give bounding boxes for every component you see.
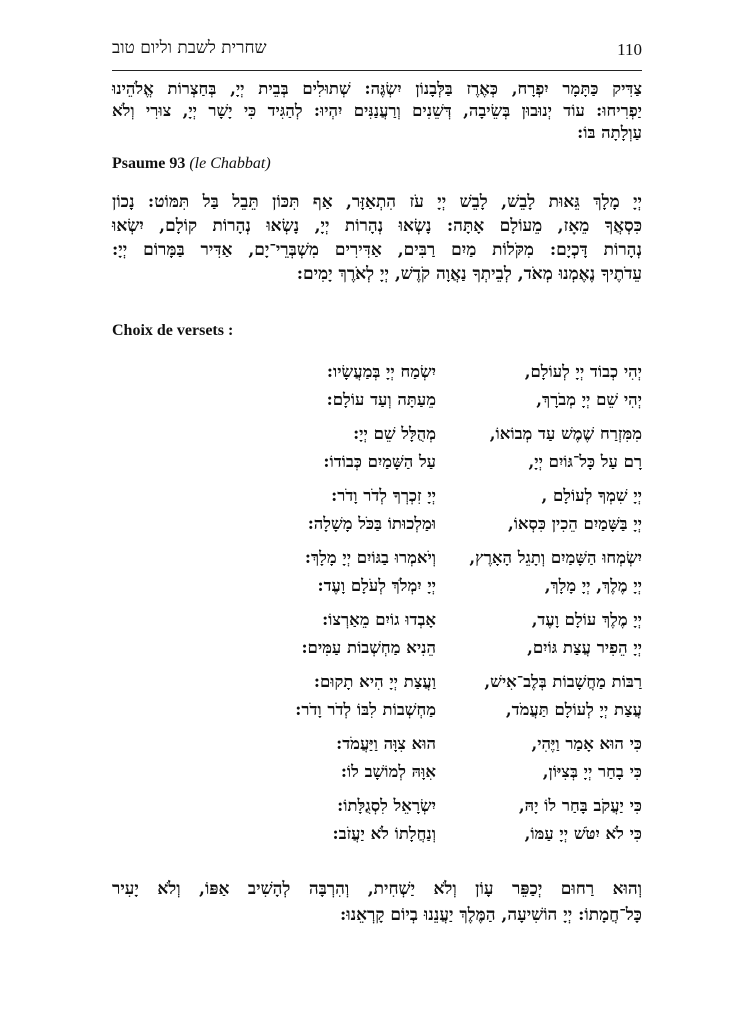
verse-right-line: יְיָ שִׁמְךָ לְעוֹלָם , [541,486,642,505]
psalm-line: עֵדֹתֶיךָ נֶאֶמְנוּ מְאֹד, לְבֵיתְךָ נַאֲוָה קֹדֶשׁ, יְיָ לְאֹרֶךְ יָמִים: [296,264,642,284]
verse-right-line: כִּי יַעֲקֹב בָּחַר לוֹ יָהּ, [518,796,642,815]
verse-left-line: מְהֻלָּל שֵׁם יְיָ: [353,424,436,443]
verse-left-line: יְיָ יִמְלֹךְ לְעֹלָם וָעֶד: [317,576,436,595]
psalm-line: נְהָרוֹת דָּכְיָם: מִקֹּלוֹת מַיִם רַבִּים, אַדִּירִים מִשְׁבְּרֵי־יָם, אַדִּיר בַּמָּרוֹם יְיָ: [112,240,642,260]
verse-left-line: יִשְׂמַח יְיָ בְּמַעֲשָׂיו: [326,362,436,381]
verse-right-line: יְהִי שֵׁם יְיָ מְבֹרָךְ, [536,390,642,409]
verse-left-line: עַל הַשָּׁמַיִם כְּבוֹדוֹ: [323,452,436,471]
closing-paragraph [112,876,642,928]
verse-right-line: יְהִי כְבוֹד יְיָ לְעוֹלָם, [524,362,642,381]
verse-pair [240,484,642,546]
intro-line: יַפְרִיחוּ: עוֹד יְנוּבוּן בְּשֵׂיבָה, דְּשֵׁנִים וְרַעֲנַנִּים יִהְיוּ: לְהַגִּיד כִּי יָשָׁר יְיָ, צוּרִי וְלֹא [112,101,642,120]
verse-pair [240,608,642,670]
verse-left-line: וּמַלְכוּתוֹ בַּכֹּל מָשָׁלָה: [307,514,436,533]
closing-line: כָּל־חֲמָתוֹ: יְיָ הוֹשִׁיעָה, הַמֶּלֶךְ יַעֲנֵנוּ בְיוֹם קָרְאֵנוּ: [339,905,642,925]
verse-left-line: יִשְׂרָאֵל לִסְגֻלָּתוֹ: [337,796,436,815]
verse-right-line: יִשְׂמְחוּ הַשָּׁמַיִם וְתָגֵל הָאָרֶץ, [469,548,642,567]
psalm-note: (le Chabbat) [189,155,271,172]
running-title: שחרית לשבת וליום טוב [112,38,267,58]
verse-pair [240,732,642,794]
verse-pair [240,546,642,608]
verse-right-line: יְיָ מֶלֶךְ עוֹלָם וָעֶד, [531,610,642,629]
verse-right-line: יְיָ הֵפִיר עֲצַת גּוֹיִם, [527,638,642,657]
psalm-line: כִּסְאֲךָ מֵאָז, מֵעוֹלָם אָתָּה: נָשְׂאוּ נְהָרוֹת יְיָ, נָשְׂאוּ נְהָרוֹת קוֹלָם, יִשְׂאוּ [112,216,642,236]
intro-paragraph [112,78,642,144]
verse-left-line: יְיָ זִכְרְךָ לְדֹר וָדֹר: [331,486,436,505]
psalm-paragraph [112,190,642,286]
verse-right-line: עֲצַת יְיָ לְעוֹלָם תַּעֲמֹד, [505,700,642,719]
verse-right-line: כִּי לֹא יִטֹּשׁ יְיָ עַמּוֹ, [524,824,642,843]
verse-right-line: רַבּוֹת מַחֲשָׁבוֹת בְּלֶב־אִישׁ, [484,672,642,691]
intro-line: צַדִּיק כַּתָּמָר יִפְרָח, כְּאֶרֶז בַּלְּבָנוֹן יִשְׂגֶּה: שְׁתוּלִים בְּבֵית יְיָ, בְּחַצְרוֹת אֱלֹהֵינוּ [112,79,642,98]
verse-pair [240,794,642,856]
verse-left-line: הוּא צִוָּה וַיַּעֲמֹד: [336,734,436,753]
verse-left-line: וְיֹאמְרוּ בַגּוֹיִם יְיָ מָלָךְ: [304,548,436,567]
verse-left-line: וְנַחֲלָתוֹ לֹא יַעֲזֹב: [332,824,436,843]
choix-heading: Choix de versets : [112,322,234,339]
verse-left-line: הֵנִיא מַחְשְׁבוֹת עַמִּים: [301,638,436,657]
psalm-heading [112,155,271,173]
verse-left-line: אָבְדוּ גוֹיִם מֵאַרְצוֹ: [322,610,436,629]
verse-left-line: אִוָּהּ לְמוֹשָׁב לוֹ: [340,762,436,781]
psalm-line: יְיָ מָלָךְ גֵּאוּת לָבֵשׁ, לָבֵשׁ יְיָ עֹז הִתְאַזָּר, אַף תִּכּוֹן תֵּבֵל בַּל תִּמּוֹט: נָכוֹן [112,192,642,212]
verse-pair [240,360,642,422]
verse-left-line: וַעֲצַת יְיָ הִיא תָקוּם: [313,672,436,691]
verse-right-line: מִמִּזְרַח שֶׁמֶשׁ עַד מְבוֹאוֹ, [489,424,642,443]
closing-line: וְהוּא רַחוּם יְכַפֵּר עָוֹן וְלֹא יַשְׁחִית, וְהִרְבָּה לְהָשִׁיב אַפּוֹ, וְלֹא יָעִיר [112,879,642,899]
verse-left-line: מַחְשְׁבוֹת לִבּוֹ לְדֹר וָדֹר: [295,700,436,719]
intro-line: עַוְלָתָה בּוֹ: [577,123,642,142]
verse-pair [240,422,642,484]
psalm-title: Psaume 93 [112,155,186,172]
verse-right-line: כִּי בָחַר יְיָ בְּצִיּוֹן, [542,762,642,781]
verse-left-line: מֵעַתָּה וְעַד עוֹלָם: [326,390,436,409]
verse-right-line: כִּי הוּא אָמַר וַיֶּהִי, [531,734,642,753]
verse-right-line: יְיָ בַּשָּׁמַיִם הֵכִין כִּסְאוֹ, [507,514,642,533]
verse-right-line: יְיָ מֶלֶךְ, יְיָ מָלָךְ, [544,576,642,595]
page-number: 110 [617,40,642,59]
page-header [112,36,642,71]
verses-table [240,360,642,856]
verse-pair [240,670,642,732]
verse-right-line: רָם עַל כָּל־גּוֹיִם יְיָ, [528,452,642,471]
